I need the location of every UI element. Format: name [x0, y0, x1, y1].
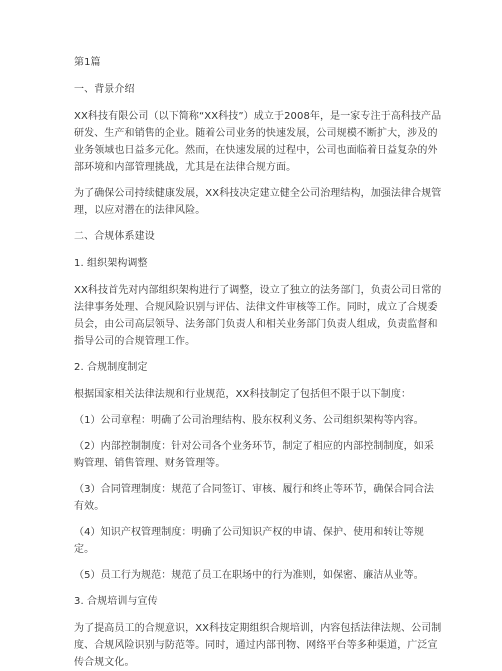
subheading-rules: 2. 合规制度制定: [74, 362, 148, 373]
section-heading-compliance-system: 二、合规体系建设: [74, 231, 155, 242]
list-item-contract-management: （3）合同管理制度：规范了合同签订、审核、履行和终止等环节，确保合同合法有效。: [74, 484, 434, 512]
paragraph-training: 为了提高员工的合规意识，XX科技定期组织合规培训，内容包括法律法规、公司制度、合规风险识别与防范等。同时，通过内部刊物、网络平台等多种渠道，广泛宣传合规文化。: [74, 623, 442, 668]
paragraph-rules-intro: 根据国家相关法律法规和行业规范，XX科技制定了包括但不限于以下制度：: [74, 389, 412, 400]
subheading-training: 3. 合规培训与宣传: [74, 596, 158, 607]
paragraph-company-intro: XX科技有限公司（以下简称“XX科技”）成立于2008年，是一家专注于高科技产品研发、生产和销售的企业。随着公司业务的快速发展，公司规模不断扩大，涉及的业务领域也日益多元化。然而，在快速发展的过程中，公司也面临着日益复杂的外部环境和内部管理挑战，尤其是在法律合规方面。: [74, 111, 442, 173]
subheading-org-structure: 1. 组织架构调整: [74, 258, 148, 269]
list-item-articles: （1）公司章程：明确了公司治理结构、股东权利义务、公司组织架构等内容。: [74, 415, 424, 426]
document-title: 第1篇: [74, 57, 101, 68]
list-item-employee-conduct: （5）员工行为规范：规范了员工在职场中的行为准则，如保密、廉洁从业等。: [74, 570, 424, 581]
section-heading-background: 一、背景介绍: [74, 84, 135, 95]
paragraph-org-structure: XX科技首先对内部组织架构进行了调整，设立了独立的法务部门，负责公司日常的法律事务处理、合规风险识别与评估、法律文件审核等工作。同时，成立了合规委员会，由公司高层领导、法务部门负责人和相关业务部门负责人组成，负责监督和指导公司的合规管理工作。: [74, 285, 442, 347]
list-item-ip-management: （4）知识产权管理制度：明确了公司知识产权的申请、保护、使用和转让等规定。: [74, 527, 424, 555]
list-item-internal-control: （2）内部控制制度：针对公司各个业务环节，制定了相应的内部控制制度，如采购管理、销售管理、财务管理等。: [74, 441, 434, 469]
paragraph-compliance-purpose: 为了确保公司持续健康发展，XX科技决定建立健全公司治理结构，加强法律合规管理，以应对潜在的法律风险。: [74, 188, 442, 216]
